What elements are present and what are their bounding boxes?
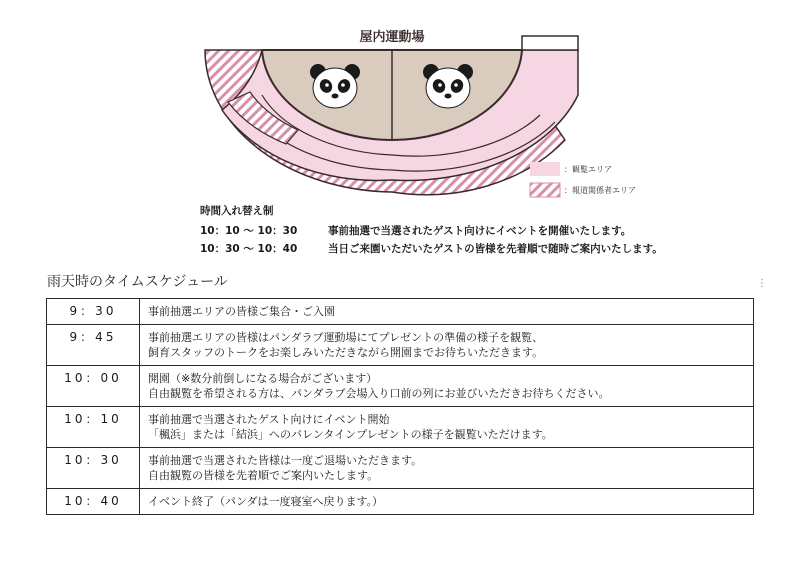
table-row <box>47 448 754 489</box>
table-row <box>47 325 754 366</box>
rotation-time: 10：30 〜 10：40 <box>200 243 298 255</box>
schedule-time: 9：30 <box>47 299 140 325</box>
schedule-description: 開園（※数分前倒しになる場合がございます） 自由観覧を希望される方は、パンダラブ会場入り口前の列にお並びいただきお待ちください。 <box>140 366 754 407</box>
rotation-text: 事前抽選で当選されたゲスト向けにイベントを開催いたします。 <box>328 225 632 237</box>
schedule-description: イベント終了（パンダは一度寝室へ戻ります。） <box>140 489 754 515</box>
schedule-time: 10：00 <box>47 366 140 407</box>
table-row <box>47 366 754 407</box>
schedule-time: 10：10 <box>47 407 140 448</box>
map-title: 屋内運動場 <box>359 30 425 45</box>
schedule-description: 事前抽選で当選されたゲスト向けにイベント開始 「楓浜」または「結浜」へのバレンタインプレゼントの様子を観覧いただけます。 <box>140 407 754 448</box>
rotation-row <box>200 240 760 258</box>
schedule-time: 10：40 <box>47 489 140 515</box>
rotation-row <box>200 222 760 240</box>
legend-label-press: ：報道関係者エリア <box>564 186 636 195</box>
schedule-description: 事前抽選エリアの皆様はパンダラブ運動場にてプレゼントの準備の様子を観覧、 飼育スタッフのトークをお楽しみいただきながら開園までお待ちいただきます。 <box>140 325 754 366</box>
schedule-description: 事前抽選エリアの皆様ご集合・ご入園 <box>140 299 754 325</box>
rotation-heading: 時間入れ替え制 <box>200 205 274 217</box>
press-area-right <box>522 36 578 50</box>
schedule-description: 事前抽選で当選された皆様は一度ご退場いただきます。 自由観覧の皆様を先着順でご案内いたします。 <box>140 448 754 489</box>
venue-map <box>0 0 800 200</box>
table-row <box>47 407 754 448</box>
legend-label-viewing: ：観覧エリア <box>564 165 612 174</box>
rotation-text: 当日ご来園いただいたゲストの皆様を先着順で随時ご案内いたします。 <box>328 243 663 255</box>
legend-swatch-press <box>530 183 560 197</box>
schedule-table <box>46 298 754 515</box>
drag-handle-icon[interactable]: ⋮ <box>757 278 767 289</box>
rotation-time: 10：10 〜 10：30 <box>200 225 298 237</box>
schedule-title: 雨天時のタイムスケジュール <box>47 274 228 290</box>
schedule-time: 10：30 <box>47 448 140 489</box>
rotation-info <box>200 202 760 258</box>
legend-swatch-viewing <box>530 162 560 176</box>
table-row <box>47 489 754 515</box>
schedule-time: 9：45 <box>47 325 140 366</box>
table-row <box>47 299 754 325</box>
